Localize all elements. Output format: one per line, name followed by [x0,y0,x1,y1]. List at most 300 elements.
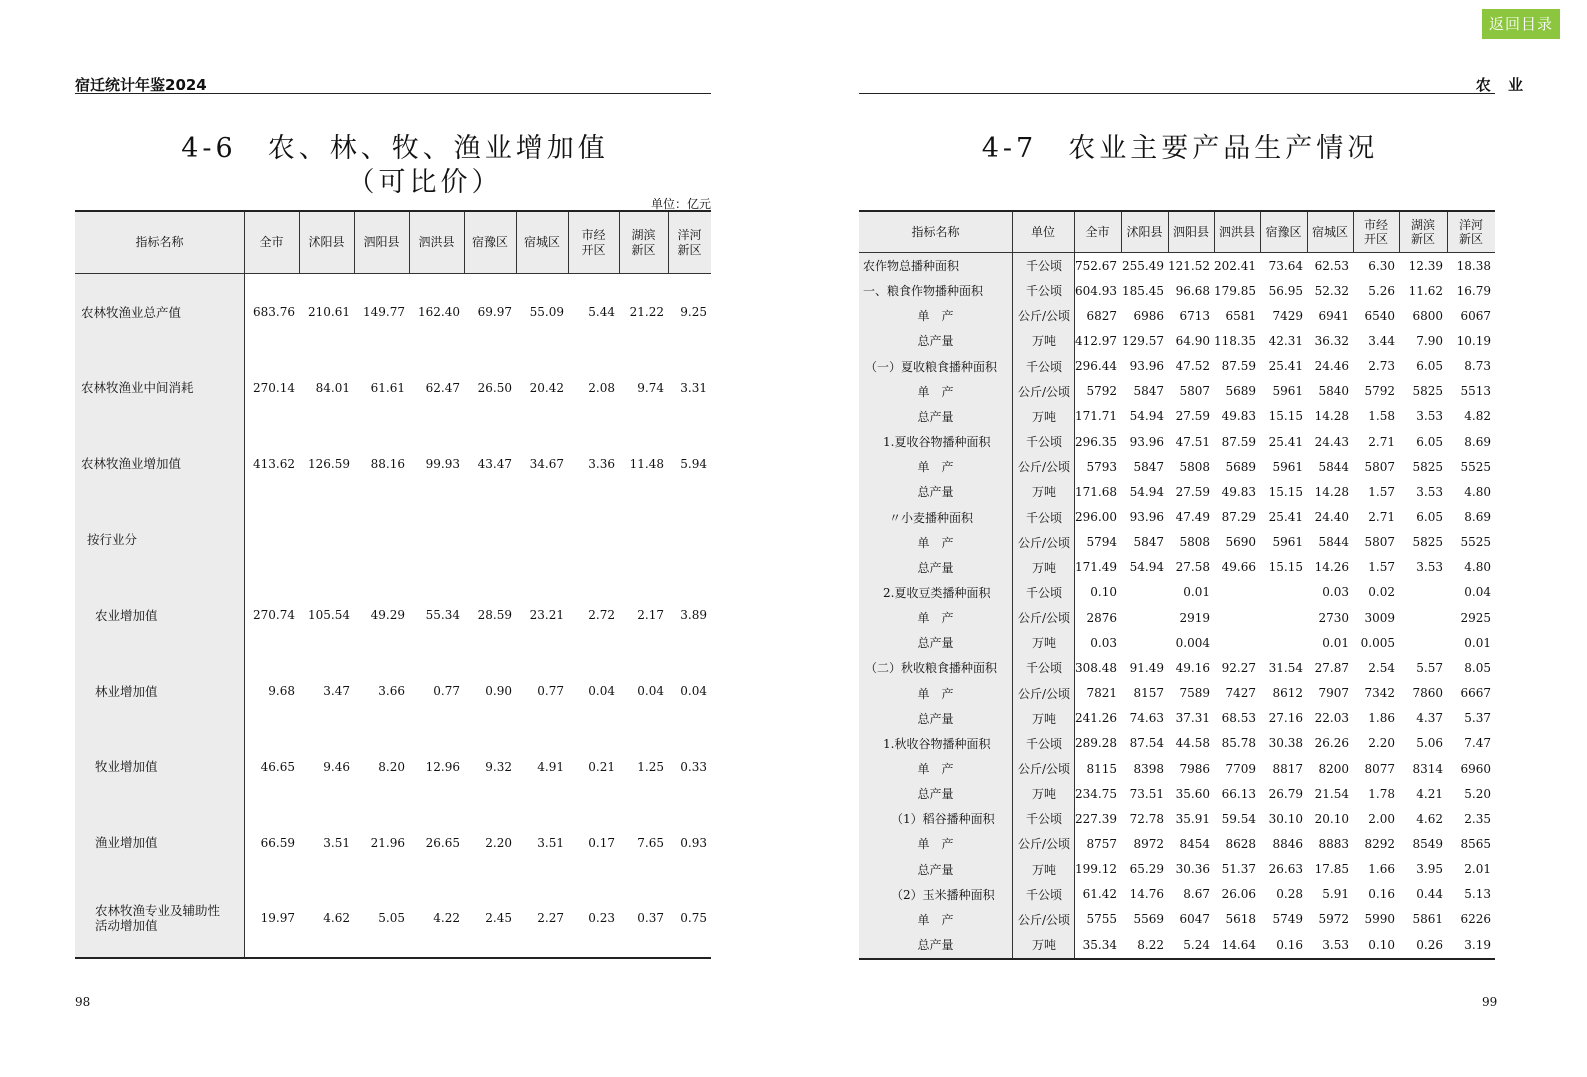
cell-value: 54.94 [1129,560,1164,575]
cell-value: 6960 [1460,761,1491,776]
row-label: 单 产 [917,460,954,475]
table-row [859,253,1495,278]
cell-value: 210.61 [308,305,350,319]
column-header: 指标名称 [911,225,960,239]
row-unit: 千公顷 [1025,259,1062,273]
table-row [859,429,1495,454]
cell-value: 0.04 [637,684,664,698]
cell-value [244,501,295,577]
cell-value: 25.41 [1268,510,1303,524]
cell-value: 7.47 [1464,736,1491,751]
cell-value: 92.27 [1221,660,1256,675]
cell-value: 26.79 [1268,786,1303,801]
cell-value: 8817 [1272,761,1303,776]
cell-value: 15.15 [1268,560,1303,575]
cell-value: 15.15 [1268,484,1303,499]
cell-value: 5807 [1364,535,1395,550]
cell-value: 5961 [1272,535,1303,550]
cell-value: 93.96 [1129,434,1164,449]
row-unit: 万吨 [1031,560,1056,575]
cell-value: 2.20 [1368,736,1395,751]
table-row [859,278,1495,303]
row-label: 单 产 [917,837,954,852]
table-row [859,530,1495,555]
table-row [75,805,711,881]
row-label: 农作物总播种面积 [863,259,960,273]
row-label: 渔业增加值 [95,835,158,851]
row-unit: 千公顷 [1025,736,1062,751]
column-header: 宿豫区 [471,235,508,249]
cell-value: 4.91 [537,759,564,774]
table-row [859,706,1495,731]
cell-value: 5972 [1318,912,1349,927]
row-label: 总产量 [917,409,954,424]
cell-value: 3.44 [1368,333,1395,348]
row-label: 农林牧渔业增加值 [81,456,182,472]
cell-value: 2.01 [1464,862,1491,877]
table-row [859,379,1495,404]
right-page-number: 99 [1482,995,1498,1009]
cell-value: 234.75 [1075,786,1117,801]
cell-value: 6.05 [1416,510,1443,524]
table-row [859,303,1495,328]
cell-value: 7986 [1179,761,1210,776]
cell-value: 171.49 [1075,560,1117,575]
cell-value: 0.01 [1464,635,1491,650]
cell-value: 8314 [1412,761,1443,776]
row-label: 单 产 [917,686,954,701]
left-running-head: 宿迁统计年鉴2024 [75,76,207,94]
row-label: 〃小麦播种面积 [889,510,974,525]
table-4-7 [859,210,1495,960]
cell-value: 5961 [1272,384,1303,399]
cell-value: 14.28 [1314,484,1349,499]
cell-value: 49.16 [1175,660,1210,675]
cell-value: 3.53 [1416,484,1443,499]
cell-value: 93.96 [1129,359,1164,374]
cell-value: 26.65 [425,835,460,850]
cell-value: 9.46 [323,759,350,774]
cell-value: 129.57 [1122,333,1164,348]
row-label: 农林牧渔专业及辅助性 活动增加值 [95,903,221,934]
row-unit: 万吨 [1031,485,1056,500]
cell-value: 185.45 [1122,283,1164,298]
column-header: 单位 [1030,225,1055,239]
right-running-head: 农 业 [1475,76,1529,94]
cell-value: 6540 [1364,308,1395,323]
cell-value: 62.53 [1314,258,1349,273]
row-label: 总产量 [917,485,954,500]
cell-value: 19.97 [260,911,295,926]
cell-value: 9.32 [485,759,512,774]
cell-value: 6.30 [1368,258,1395,273]
row-unit: 万吨 [1031,862,1056,877]
cell-value: 270.74 [253,608,295,623]
left-title-line1: 4-6 农、林、牧、渔业增加值 [181,133,609,164]
cell-value: 6047 [1179,912,1210,927]
cell-value: 6067 [1460,308,1491,323]
cell-value: 255.49 [1122,258,1164,273]
cell-value: 12.39 [1408,258,1443,273]
cell-value: 26.50 [477,380,512,395]
cell-value: 2.45 [485,911,512,926]
row-unit: 千公顷 [1025,284,1062,299]
cell-value: 2.08 [588,380,615,395]
table-row [859,857,1495,882]
cell-value: 3.51 [323,835,350,850]
cell-value: 87.59 [1221,434,1256,449]
cell-value: 56.95 [1268,283,1303,298]
cell-value: 22.03 [1314,711,1349,726]
cell-value: 5.06 [1416,736,1443,751]
cell-value: 66.13 [1221,786,1256,801]
cell-value: 5847 [1133,384,1164,399]
cell-value [464,501,512,577]
cell-value [668,501,707,577]
table-4-6 [75,210,711,959]
column-header: 湖滨 新区 [631,227,656,257]
cell-value: 3.19 [1464,937,1491,952]
cell-value: 7427 [1225,686,1256,701]
table-row [859,328,1495,353]
column-header: 全市 [1085,225,1110,239]
cell-value: 3.89 [680,608,707,623]
table-row [859,580,1495,605]
row-unit: 公斤/公顷 [1017,535,1071,550]
cell-value: 3.51 [537,835,564,850]
right-title: 4-7 农业主要产品生产情况 [981,133,1379,164]
cell-value: 6226 [1460,912,1491,927]
cell-value [1260,580,1303,605]
cell-value: 5.91 [1322,887,1349,902]
cell-value: 7860 [1412,686,1443,701]
cell-value: 14.28 [1314,409,1349,424]
cell-value: 0.03 [1322,585,1349,600]
cell-value: 8292 [1364,836,1395,851]
cell-value: 118.35 [1214,333,1256,348]
cell-value: 171.68 [1075,484,1117,499]
cell-value: 15.15 [1268,409,1303,424]
cell-value: 5825 [1412,459,1443,474]
cell-value: 6827 [1086,308,1117,323]
return-to-contents-button[interactable]: 返回目录 [1482,9,1560,39]
cell-value: 8846 [1272,836,1303,851]
cell-value: 171.71 [1075,409,1117,424]
cell-value: 8.73 [1464,359,1491,374]
table-row [859,831,1495,856]
row-label: 总产量 [917,636,954,651]
cell-value: 17.85 [1314,862,1349,877]
row-label: 单 产 [917,535,954,550]
cell-value: 0.01 [1322,635,1349,650]
row-unit: 万吨 [1031,938,1056,953]
column-header: 沭阳县 [308,235,345,249]
row-unit: 千公顷 [1025,359,1062,374]
cell-value: 4.62 [1416,811,1443,826]
table-row [75,274,711,350]
cell-value: 5.20 [1464,786,1491,801]
row-label: （1）稻谷播种面积 [891,812,995,827]
table-row [859,655,1495,680]
table-row [859,630,1495,655]
cell-value: 8628 [1225,836,1256,851]
table-row [859,781,1495,806]
cell-value: 0.16 [1368,887,1395,902]
cell-value: 91.49 [1129,660,1164,675]
cell-value: 4.80 [1464,560,1491,575]
row-label: （二）秋收粮食播种面积 [865,661,998,676]
row-label: 单 产 [917,611,954,626]
cell-value: 8077 [1364,761,1395,776]
cell-value: 412.97 [1075,333,1117,348]
cell-value: 126.59 [308,456,350,471]
cell-value [619,501,664,577]
cell-value: 54.94 [1129,409,1164,424]
cell-value: 31.54 [1268,660,1303,675]
row-label: 1.秋收谷物播种面积 [883,736,991,751]
column-header: 泗阳县 [363,235,400,249]
cell-value: 5807 [1179,384,1210,399]
cell-value: 1.66 [1368,862,1395,877]
table-row [859,479,1495,504]
column-header: 市经 开区 [1363,218,1388,246]
cell-value: 5793 [1086,459,1117,474]
row-unit: 千公顷 [1025,435,1062,450]
cell-value: 27.59 [1175,409,1210,424]
row-label: 1.夏收谷物播种面积 [883,435,991,450]
cell-value: 61.42 [1082,887,1117,902]
cell-value: 24.46 [1314,359,1349,374]
cell-value: 59.54 [1221,811,1256,826]
cell-value [1121,630,1164,655]
cell-value: 4.80 [1464,484,1491,499]
cell-value: 199.12 [1075,862,1117,877]
cell-value: 3.36 [588,456,615,471]
cell-value: 8972 [1133,836,1164,851]
cell-value: 683.76 [253,305,295,319]
column-header: 宿城区 [1311,225,1348,239]
table-row [859,932,1495,957]
column-header: 全市 [259,235,284,249]
cell-value: 14.26 [1314,560,1349,575]
row-label: 农业增加值 [95,607,158,623]
cell-value: 12.96 [425,759,460,774]
cell-value: 2.17 [637,608,664,623]
cell-value: 2.71 [1368,434,1395,449]
cell-value: 3.47 [323,684,350,698]
cell-value [1214,580,1256,605]
cell-value: 72.78 [1129,811,1164,826]
cell-value: 46.65 [260,759,295,774]
table-row [859,555,1495,580]
cell-value: 2919 [1179,610,1210,625]
cell-value: 47.51 [1175,434,1210,449]
table-row [75,350,711,426]
cell-value: 47.52 [1175,359,1210,374]
cell-value: 5755 [1086,912,1117,927]
row-label: 农林牧渔业中间消耗 [81,380,194,396]
cell-value: 18.38 [1456,258,1491,273]
table-row [75,729,711,805]
column-header: 泗洪县 [1218,225,1255,239]
cell-value: 179.85 [1214,283,1256,298]
cell-value: 2876 [1086,610,1117,625]
cell-value: 87.54 [1129,736,1164,751]
cell-value: 61.61 [370,380,405,395]
cell-value: 5525 [1460,459,1491,474]
cell-value [1214,630,1256,655]
cell-value: 7.65 [637,835,664,850]
row-label: 牧业增加值 [95,759,158,775]
cell-value: 27.58 [1175,560,1210,575]
cell-value: 7589 [1179,686,1210,701]
table-row [859,404,1495,429]
cell-value: 26.26 [1314,736,1349,751]
cell-value: 7709 [1225,761,1256,776]
cell-value: 8157 [1133,686,1164,701]
row-label: 总产量 [917,787,954,802]
cell-value: 24.43 [1314,434,1349,449]
cell-value: 8.05 [1464,660,1491,675]
column-header: 宿豫区 [1265,225,1302,239]
cell-value: 93.96 [1129,510,1164,524]
cell-value: 0.75 [680,911,707,926]
cell-value: 0.10 [1368,937,1395,952]
column-header: 洋河 新区 [1458,218,1483,246]
cell-value: 3.31 [680,380,707,395]
cell-value: 0.16 [1276,937,1303,952]
cell-value: 5825 [1412,384,1443,399]
cell-value: 73.51 [1129,786,1164,801]
cell-value: 4.82 [1464,409,1491,424]
row-label: （2）玉米播种面积 [891,887,995,902]
cell-value: 85.78 [1221,736,1256,751]
cell-value: 1.57 [1368,484,1395,499]
cell-value: 21.22 [629,305,664,319]
cell-value: 3.95 [1416,862,1443,877]
cell-value: 8398 [1133,761,1164,776]
cell-value: 10.19 [1456,333,1491,348]
cell-value: 5792 [1086,384,1117,399]
cell-value: 52.32 [1314,283,1349,298]
cell-value: 42.31 [1268,333,1303,348]
cell-value: 5808 [1179,535,1210,550]
cell-value: 289.28 [1075,736,1117,751]
cell-value: 227.39 [1075,811,1117,826]
table-row [859,907,1495,932]
cell-value: 5861 [1412,912,1443,927]
cell-value: 6800 [1412,308,1443,323]
cell-value: 5990 [1364,912,1395,927]
cell-value: 0.44 [1416,887,1443,902]
row-unit: 千公顷 [1025,585,1062,600]
cell-value: 84.01 [315,380,350,395]
row-label: 总产量 [917,334,954,349]
row-label: 总产量 [917,862,954,877]
cell-value: 44.58 [1175,736,1210,751]
cell-value: 5840 [1318,384,1349,399]
cell-value: 7907 [1318,686,1349,701]
cell-value: 9.74 [637,380,664,395]
cell-value: 6667 [1460,686,1491,701]
cell-value: 0.10 [1090,585,1117,600]
cell-value: 68.53 [1221,711,1256,726]
column-header: 洋河 新区 [677,227,702,257]
cell-value: 23.21 [529,608,564,623]
cell-value: 54.94 [1129,484,1164,499]
cell-value: 5844 [1318,535,1349,550]
cell-value: 0.77 [537,684,564,698]
cell-value: 9.68 [268,684,295,698]
cell-value: 36.32 [1314,333,1349,348]
cell-value: 5.05 [378,911,405,926]
cell-value: 0.04 [1464,585,1491,600]
cell-value: 2.35 [1464,811,1491,826]
cell-value: 8.22 [1137,937,1164,952]
row-unit: 千公顷 [1025,887,1062,902]
cell-value: 6941 [1318,308,1349,323]
cell-value: 296.35 [1075,434,1117,449]
cell-value: 296.00 [1075,510,1117,524]
cell-value: 3.53 [1416,409,1443,424]
cell-value: 35.34 [1082,937,1117,952]
cell-value: 2925 [1460,610,1491,625]
cell-value: 0.37 [637,911,664,926]
cell-value: 3009 [1364,610,1395,625]
cell-value: 5513 [1460,384,1491,399]
cell-value: 8.69 [1464,434,1491,449]
cell-value: 5618 [1225,912,1256,927]
cell-value: 74.63 [1129,711,1164,726]
cell-value: 270.14 [253,380,295,395]
cell-value: 0.90 [485,684,512,698]
table-row [859,505,1495,530]
cell-value: 47.49 [1175,510,1210,524]
cell-value: 34.67 [529,456,564,471]
cell-value [1214,605,1256,630]
cell-value: 2730 [1318,610,1349,625]
cell-value: 21.54 [1314,786,1349,801]
cell-value: 11.62 [1408,283,1443,298]
cell-value: 0.28 [1276,887,1303,902]
table-row [75,653,711,729]
cell-value: 26.63 [1268,862,1303,877]
cell-value: 5689 [1225,384,1256,399]
row-label: 按行业分 [87,531,138,547]
row-label: 总产量 [917,938,954,953]
row-unit: 千公顷 [1025,510,1062,525]
table-row [859,354,1495,379]
cell-value: 62.47 [425,380,460,395]
column-header: 泗阳县 [1172,225,1209,239]
cell-value: 8565 [1460,836,1491,851]
table-row [75,501,711,577]
cell-value: 30.38 [1268,736,1303,751]
cell-value: 5794 [1086,535,1117,550]
cell-value: 20.42 [529,380,564,395]
cell-value: 49.83 [1221,409,1256,424]
row-label: 单 产 [917,384,954,399]
cell-value: 8454 [1179,836,1210,851]
cell-value: 55.09 [529,305,564,319]
cell-value: 752.67 [1075,258,1117,273]
cell-value: 7429 [1272,308,1303,323]
cell-value: 28.59 [477,608,512,623]
cell-value: 5.57 [1416,660,1443,675]
row-label: 单 产 [917,762,954,776]
left-page-number: 98 [75,995,91,1009]
cell-value: 0.93 [680,835,707,850]
